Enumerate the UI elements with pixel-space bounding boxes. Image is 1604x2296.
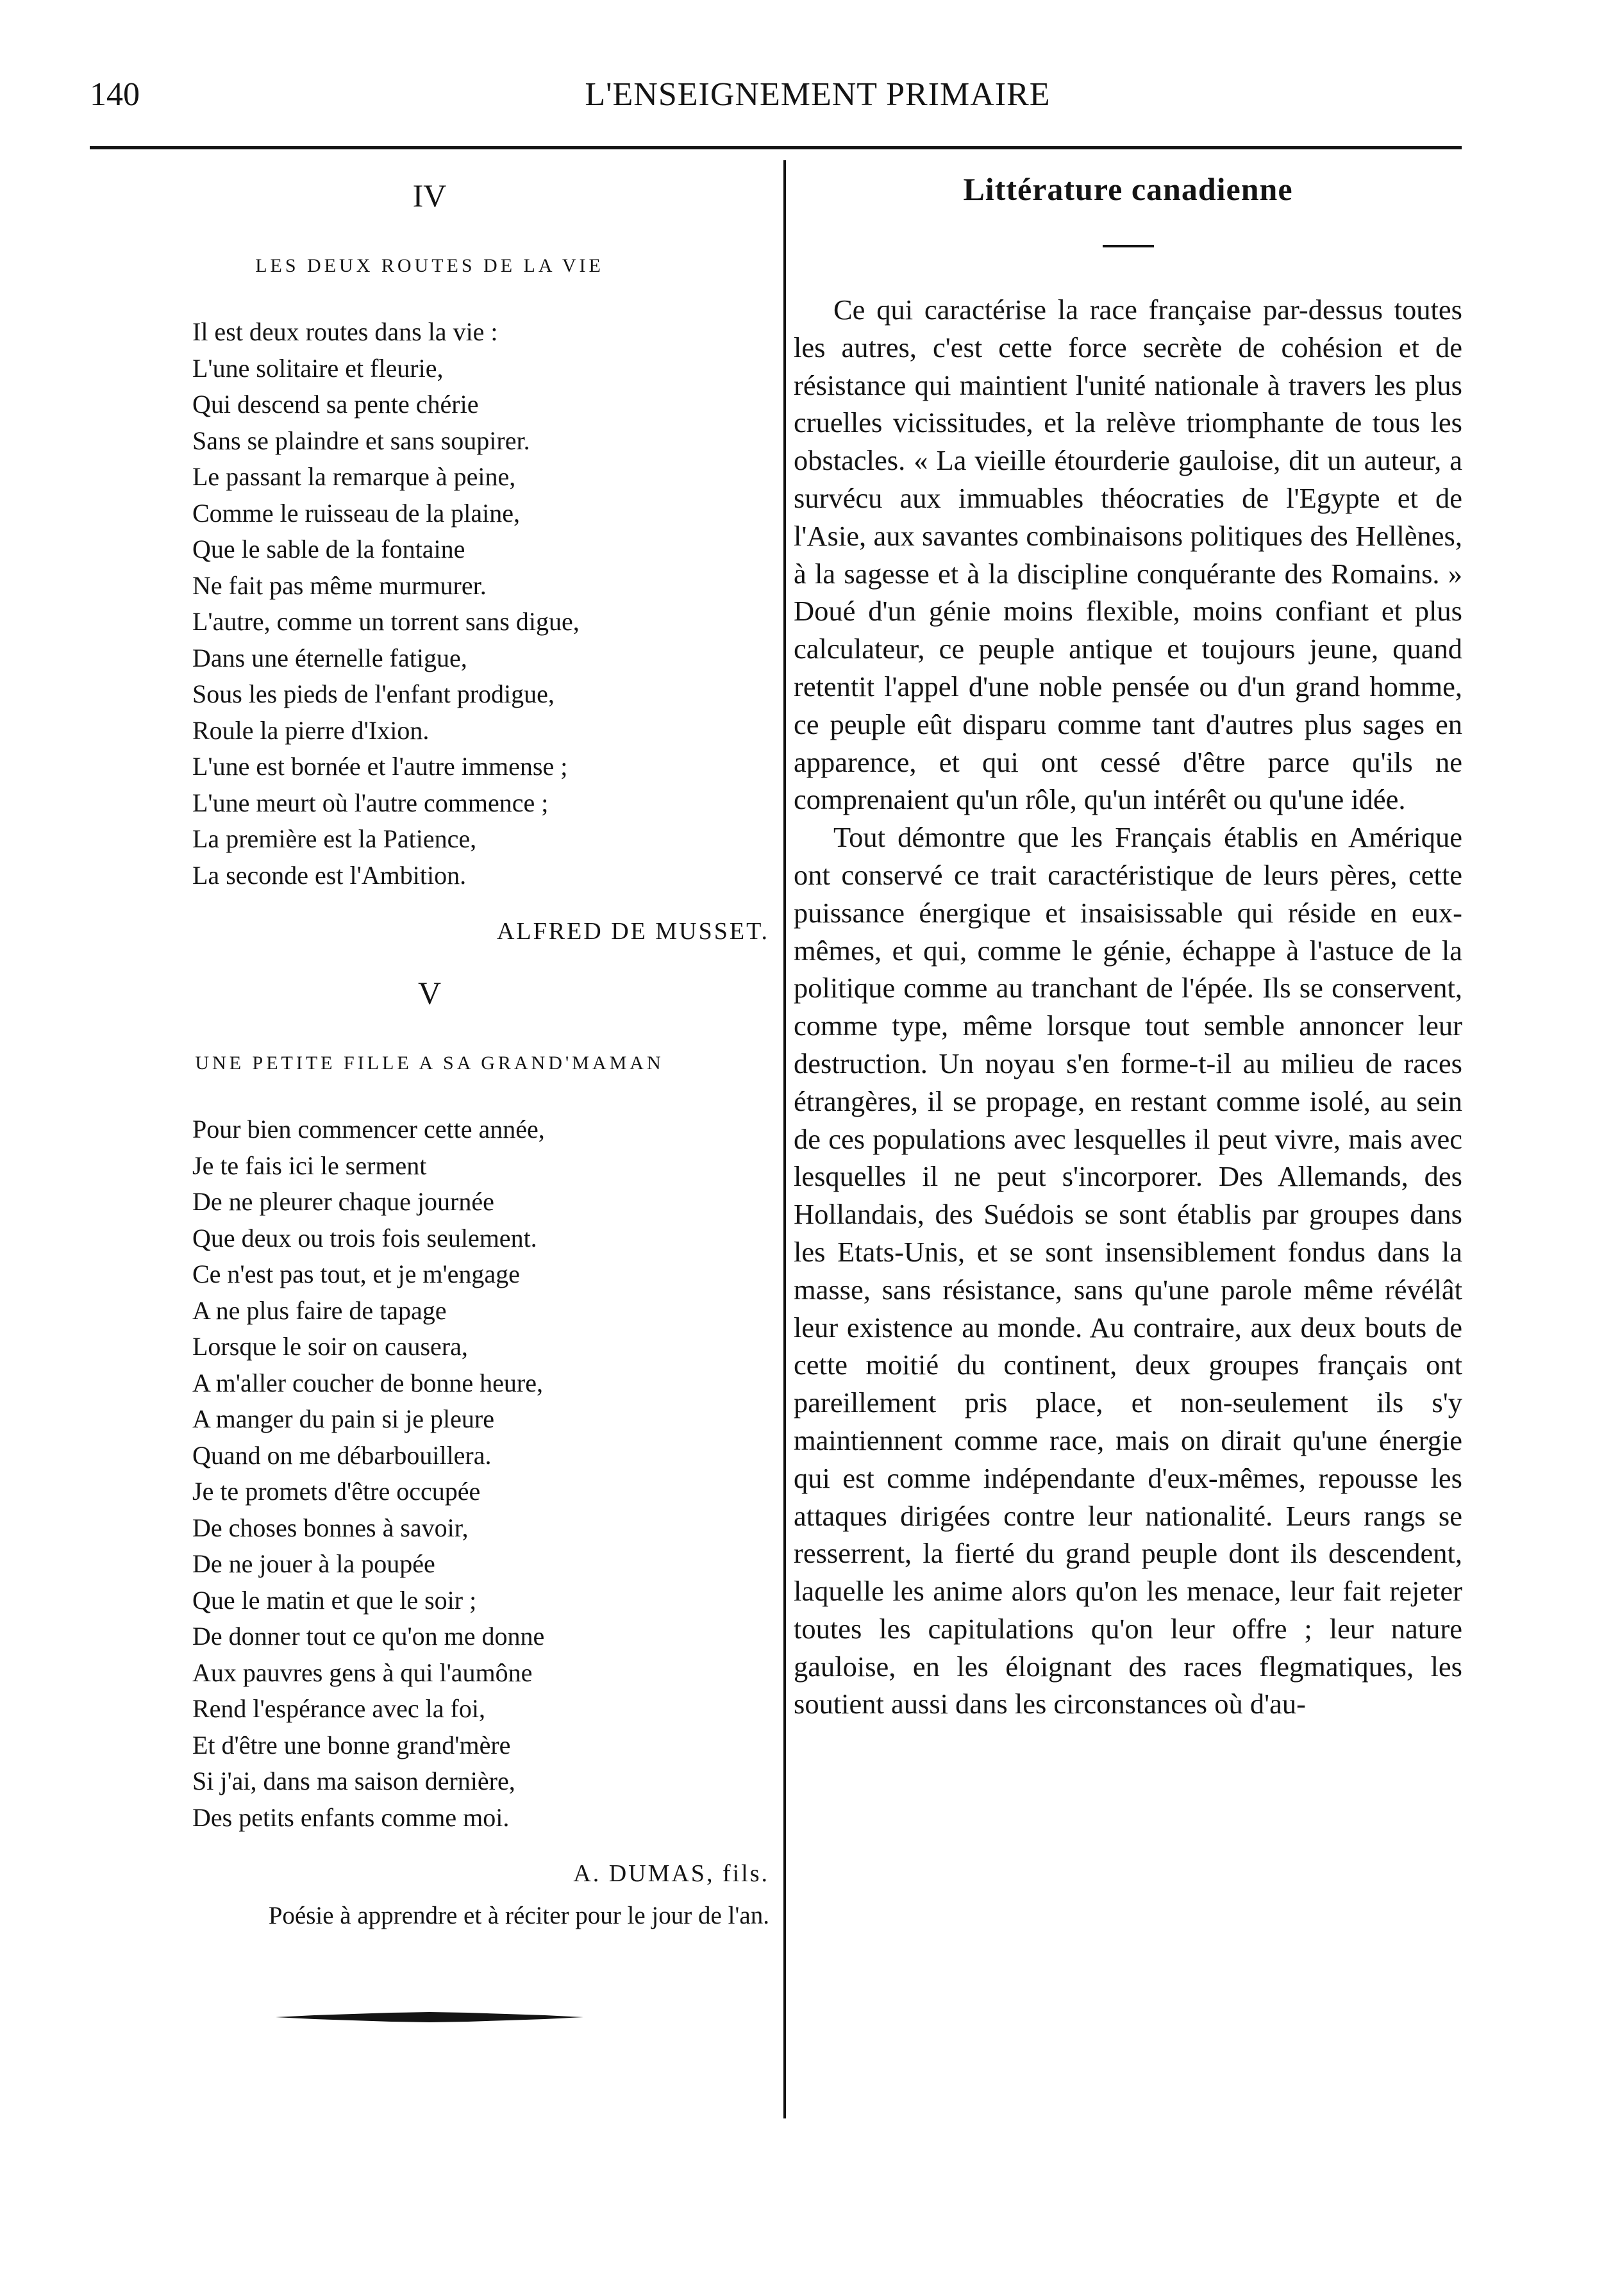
verse-line: Le passant la remarque à peine, <box>192 462 516 491</box>
title-dash <box>1103 245 1154 247</box>
poem-verse <box>90 1111 769 1836</box>
article-title: Littérature canadienne <box>963 171 1293 207</box>
verse-line: Sans se plaindre et sans soupirer. <box>192 426 530 455</box>
verse-line: Que le matin et que le soir ; <box>192 1585 477 1615</box>
verse-line: La première est la Patience, <box>192 824 477 853</box>
header-rule <box>90 146 1462 149</box>
verse-line: De ne jouer à la poupée <box>192 1549 435 1578</box>
ornamental-rule-icon <box>276 2010 583 2024</box>
poem-section-iv <box>90 179 769 944</box>
verse-line: Dans une éternelle fatigue, <box>192 643 467 672</box>
verse-line: De ne pleurer chaque journée <box>192 1187 494 1216</box>
paragraph-text: Ce qui caractérise la race française par-dessus toutes les autres, c'est cette force secrète de cohésion et de résistance qui maintient l'unité nationale à travers les plus cruelles vicissitudes, et la relève triomphante de tous les obstacles. « La vieille étourderie gauloise, dit un auteur, a survécu aux immuables théocraties de l'Egypte et de l'Asie, aux savantes combinaisons politiques des Hellènes, à la sagesse et à la discipline conquérante des Romains. » Doué d'un génie moins flexible, moins confiant et plus calculateur, ce peuple antique et toujours jeune, quand retentit l'appel d'une noble pensée ou d'un grand homme, ce peuple eût disparu comme tant d'autres plus sages en apparence, et qui ont cessé d'être parce qu'ils ne comprenaient qu'un rôle, qu'un intérêt ou qu'une idée. <box>794 294 1462 816</box>
verse-line: Je te fais ici le serment <box>192 1151 427 1180</box>
left-column <box>90 179 769 2024</box>
poem-author: ALFRED DE MUSSET. <box>496 918 769 945</box>
poem-title: UNE PETITE FILLE A SA GRAND'MAMAN <box>195 1052 664 1074</box>
verse-line: L'autre, comme un torrent sans digue, <box>192 607 580 636</box>
verse-line: Je te promets d'être occupée <box>192 1477 481 1506</box>
poem-title: LES DEUX ROUTES DE LA VIE <box>255 255 604 276</box>
running-title: L'ENSEIGNEMENT PRIMAIRE <box>585 76 1051 113</box>
verse-line: L'une est bornée et l'autre immense ; <box>192 752 568 781</box>
verse-line: De donner tout ce qu'on me donne <box>192 1622 545 1651</box>
right-column <box>794 173 1462 1723</box>
verse-line: Que deux ou trois fois seulement. <box>192 1223 537 1252</box>
verse-line: A manger du pain si je pleure <box>192 1404 494 1433</box>
verse-line: Lorsque le soir on causera, <box>192 1332 468 1361</box>
verse-line: Comme le ruisseau de la plaine, <box>192 498 520 528</box>
verse-line: Ce n'est pas tout, et je m'engage <box>192 1260 520 1288</box>
verse-line: Que le sable de la fontaine <box>192 535 465 563</box>
page-header <box>0 76 1604 127</box>
poem-note: Poésie à apprendre et à réciter pour le jour de l'an. <box>268 1902 769 1929</box>
verse-line: Il est deux routes dans la vie : <box>192 317 498 346</box>
poem-verse <box>90 314 769 894</box>
article-paragraph <box>794 819 1462 1723</box>
verse-line: L'une solitaire et fleurie, <box>192 353 444 383</box>
section-number: IV <box>412 178 447 213</box>
verse-line: De choses bonnes à savoir, <box>192 1513 469 1542</box>
paragraph-text: Tout démontre que les Français établis en Amérique ont conservé ce trait caractéristique de leurs pères, cette puissance énergique et insaisissable qui réside en eux-mêmes, et qui, comme le génie, échappe à l'astuce de la politique comme au tranchant de l'épée. Ils se conservent, comme type, même lorsque tout semble annoncer leur destruction. Un noyau s'en forme-t-il au milieu de races étrangères, il se propage, en restant comme isolé, au sein de ces populations avec lesquelles il peut vivre, mais avec lesquelles il ne peut s'incorporer. Des Allemands, des Hollandais, des Suédois se sont établis par groupes dans les Etats-Unis, et se sont insensiblement fondus dans la masse, sans résistance, sans qu'une parole même révélât leur existence au monde. Au contraire, aux deux bouts de cette moitié du continent, deux groupes français ont pareillement pris place, et non-seulement ils s'y maintiennent comme race, mais on dirait qu'une énergie qui est comme indépendante d'eux-mêmes, repousse les attaques dirigées contre leur nationalité. Leurs rangs se resserrent, la fierté du grand peuple dont ils descendent, laquelle les anime alors qu'on les menace, leur fait rejeter toutes les capitulations qu'on leur offre ; leur nature gauloise, en les éloignant des races flegmatiques, les soutient aussi dans les circonstances où d'au- <box>794 821 1462 1720</box>
verse-line: Ne fait pas même murmurer. <box>192 570 487 600</box>
verse-line: L'une meurt où l'autre commence ; <box>192 788 549 817</box>
verse-line: Pour bien commencer cette année, <box>192 1115 545 1144</box>
article-body <box>794 291 1462 1723</box>
page-number: 140 <box>90 76 140 113</box>
verse-line: Et d'être une bonne grand'mère <box>192 1730 511 1759</box>
poem-author: A. DUMAS, fils. <box>573 1860 769 1887</box>
verse-line: Des petits enfants comme moi. <box>192 1802 510 1832</box>
verse-line: Quand on me débarbouillera. <box>192 1440 492 1470</box>
verse-line: A ne plus faire de tapage <box>192 1295 447 1325</box>
verse-line: Si j'ai, dans ma saison dernière, <box>192 1767 515 1795</box>
verse-line: Aux pauvres gens à qui l'aumône <box>192 1658 533 1687</box>
column-divider <box>783 160 786 2118</box>
verse-line: A m'aller coucher de bonne heure, <box>192 1368 543 1397</box>
verse-line: Rend l'espérance avec la foi, <box>192 1694 485 1723</box>
section-number: V <box>417 975 442 1011</box>
verse-line: Qui descend sa pente chérie <box>192 390 479 419</box>
verse-line: La seconde est l'Ambition. <box>192 860 467 890</box>
verse-line: Sous les pieds de l'enfant prodigue, <box>192 679 555 708</box>
poem-section-v <box>90 977 769 1933</box>
verse-line: Roule la pierre d'Ixion. <box>192 715 430 745</box>
article-paragraph <box>794 291 1462 819</box>
